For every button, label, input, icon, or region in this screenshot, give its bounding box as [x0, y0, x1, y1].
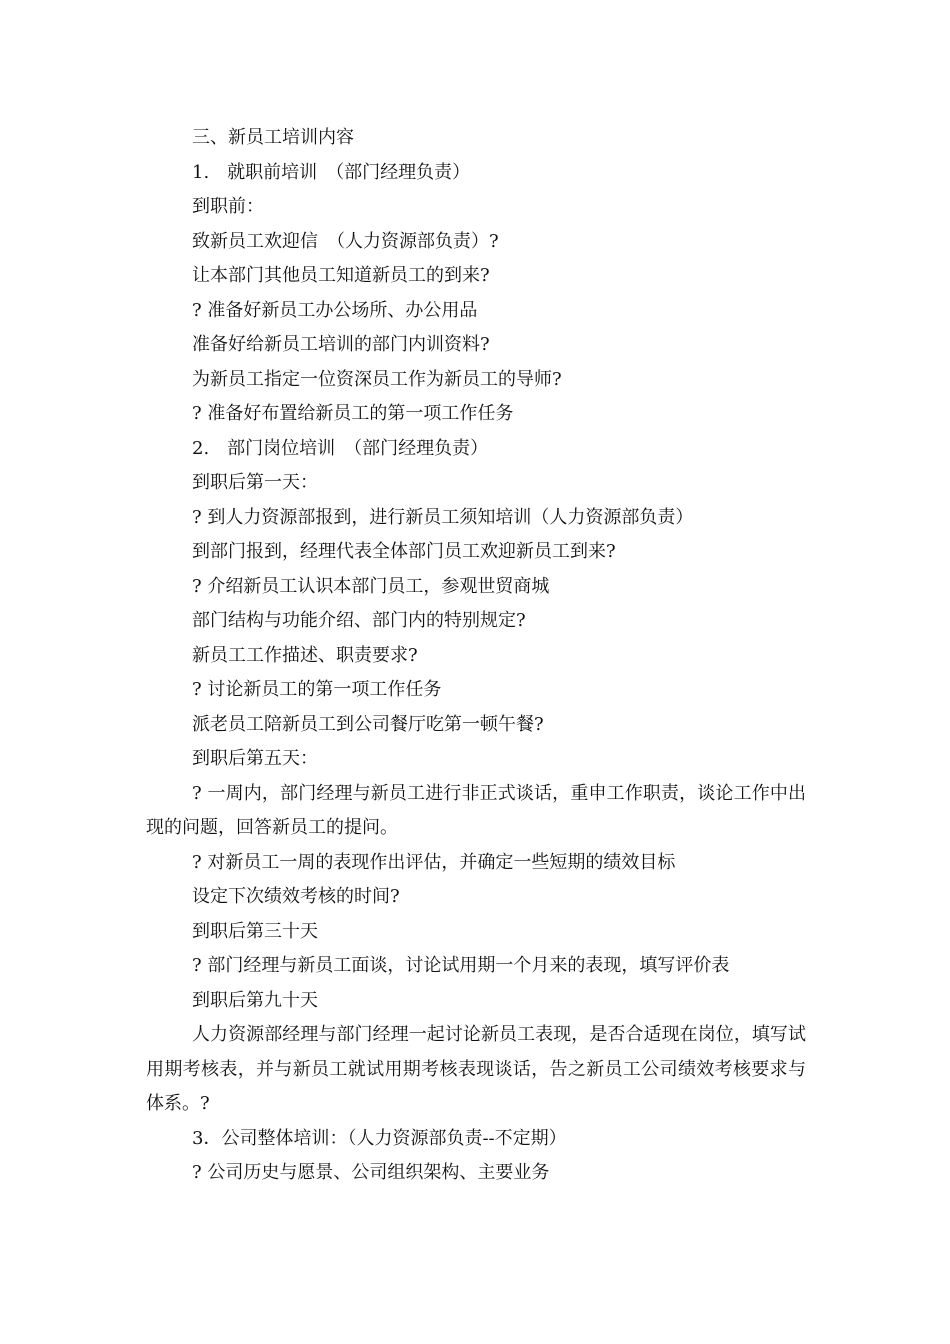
paragraph: 派老员工陪新员工到公司餐厅吃第一顿午餐? [192, 713, 544, 735]
subsection-heading: 2. 部门岗位培训 （部门经理负责） [192, 437, 489, 459]
paragraph: 让本部门其他员工知道新员工的到来? [192, 265, 490, 286]
paragraph: ? 介绍新员工认识本部门员工，参观世贸商城 [192, 575, 550, 597]
subsection-heading: 1. 就职前培训 （部门经理负责） [192, 161, 471, 183]
paragraph: 到职后第五天： [192, 748, 318, 769]
subsection-heading: 3．公司整体培训：（人力资源部负责--不定期） [192, 1127, 567, 1149]
paragraph: ? 公司历史与愿景、公司组织架构、主要业务 [192, 1162, 550, 1183]
paragraph: 为新员工指定一位资深员工作为新员工的导师? [192, 368, 562, 390]
paragraph: ? 到人力资源部报到，进行新员工须知培训（人力资源部负责） [192, 506, 694, 528]
paragraph: 准备好给新员工培训的部门内训资料? [192, 334, 490, 355]
paragraph: 到职前： [192, 196, 264, 217]
paragraph: ? 对新员工一周的表现作出评估，并确定一些短期的绩效目标 [192, 851, 676, 873]
paragraph: ? 讨论新员工的第一项工作任务 [192, 679, 442, 700]
paragraph: ? 准备好布置给新员工的第一项工作任务 [192, 403, 514, 424]
paragraph: 部门结构与功能介绍、部门内的特别规定? [192, 610, 526, 631]
document-body [146, 121, 806, 1191]
section-heading: 三、新员工培训内容 [192, 127, 354, 148]
paragraph: 到部门报到，经理代表全体部门员工欢迎新员工到来? [192, 541, 616, 562]
paragraph: 设定下次绩效考核的时间? [192, 886, 400, 907]
paragraph: 人力资源部经理与部门经理一起讨论新员工表现，是否合适现在岗位，填写试用期考核表，并与新员工就试用期考核表现谈话，告之新员工公司绩效考核要求与体系。? [146, 1024, 806, 1114]
paragraph: ? 准备好新员工办公场所、办公用品 [192, 299, 478, 321]
paragraph: ? 部门经理与新员工面谈，讨论试用期一个月来的表现，填写评价表 [192, 955, 730, 976]
paragraph: 到职后第三十天 [192, 920, 318, 942]
paragraph: 到职后第一天： [192, 472, 318, 493]
paragraph: 到职后第九十天 [192, 989, 318, 1011]
paragraph: ? 一周内，部门经理与新员工进行非正式谈话，重申工作职责，谈论工作中出现的问题，回答新员工的提问。 [146, 782, 806, 838]
paragraph: 致新员工欢迎信 （人力资源部负责）? [192, 230, 499, 252]
paragraph: 新员工工作描述、职责要求? [192, 644, 418, 666]
